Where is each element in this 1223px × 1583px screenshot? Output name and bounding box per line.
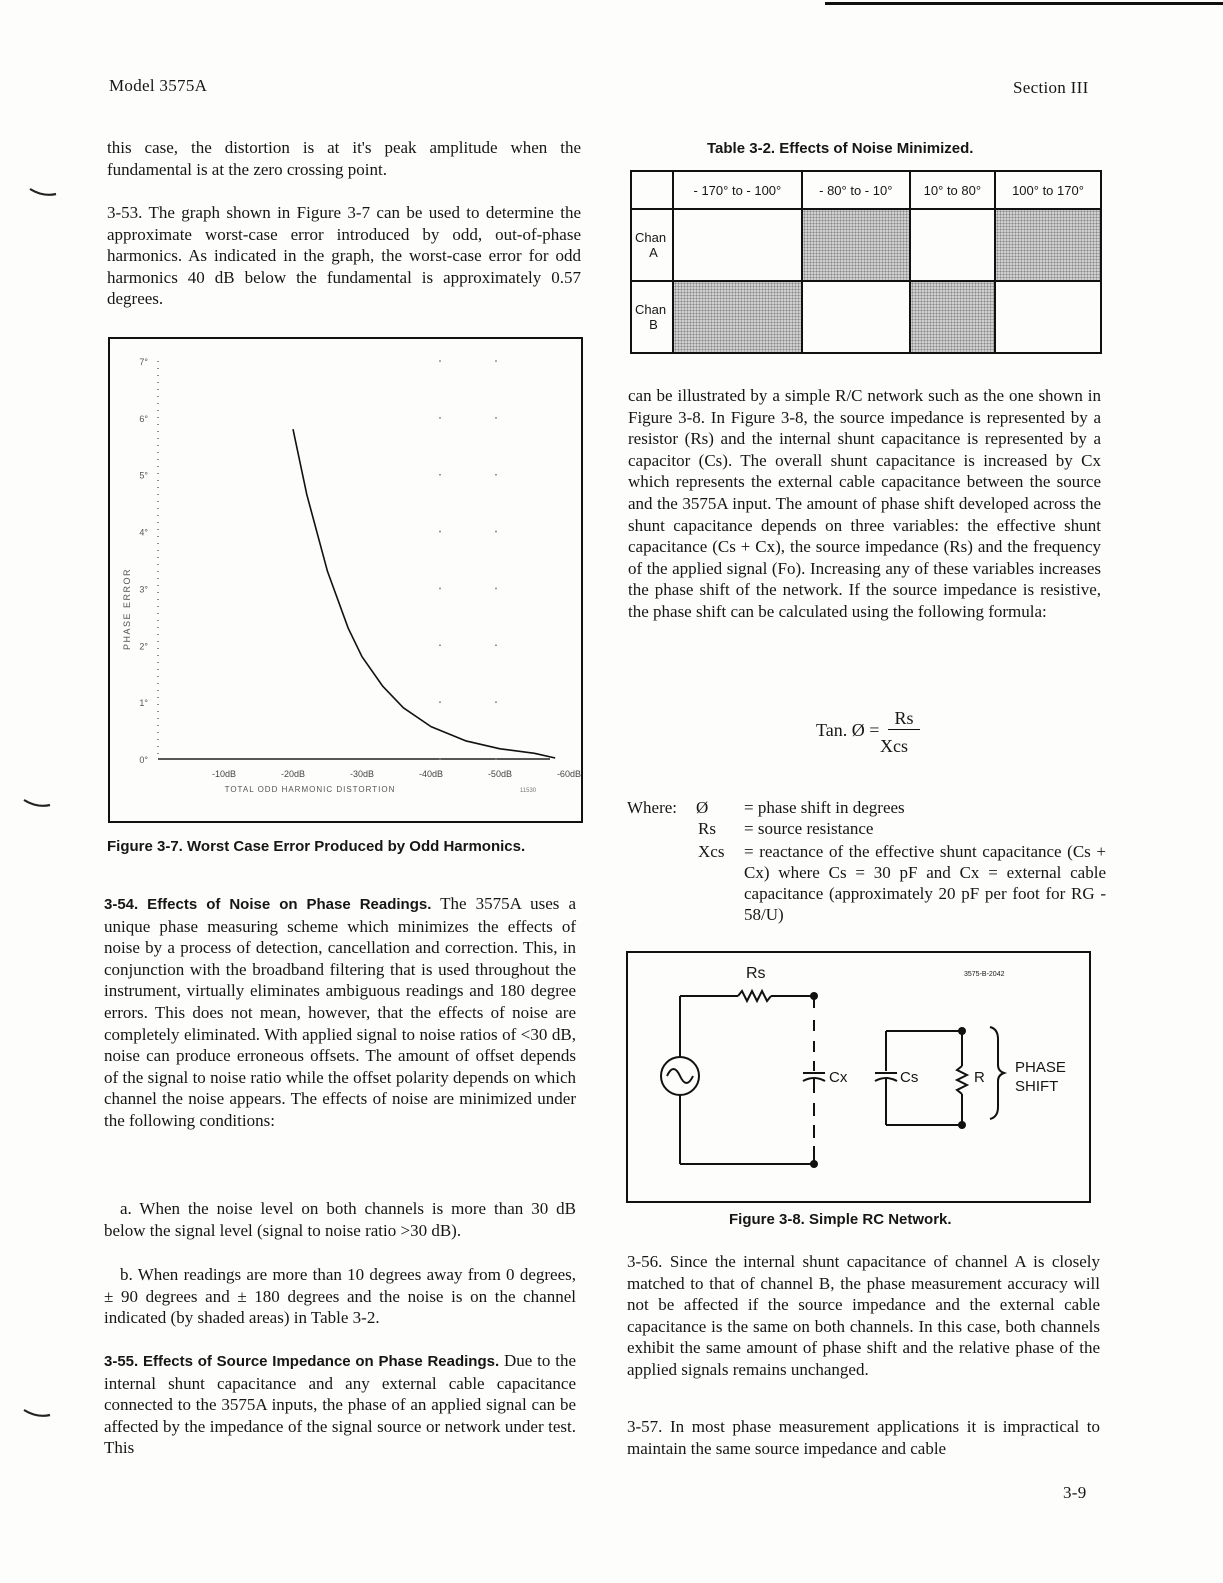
- row-label-chan-a: [631, 209, 673, 281]
- table-cell: [673, 281, 802, 353]
- table-header-1: - 170° to - 100°: [673, 171, 802, 209]
- x-tick-label: -30dB: [349, 769, 374, 779]
- table-row-chan-b: [631, 281, 1101, 353]
- y-axis-label: PHASE ERROR: [122, 567, 132, 651]
- table-3-2-caption: Table 3-2. Effects of Noise Minimized.: [707, 140, 974, 157]
- where-def-xcs: = reactance of the effective shunt capacitance (Cs + Cx) where Cs = 30 pF and Cx = external cable capacitance (approximately 20 pF per foot for RG - 58/U): [744, 842, 1106, 924]
- worst-case-error-chart: [110, 339, 581, 821]
- margin-mark: [22, 1407, 52, 1419]
- y-tick-label: 5°: [139, 470, 148, 481]
- row-label-line1: Chan: [635, 302, 667, 317]
- y-tick-label: 7°: [139, 357, 148, 367]
- rc-network-diagram: [628, 953, 1089, 1201]
- figure-3-7-caption: Figure 3-7. Worst Case Error Produced by Odd Harmonics.: [107, 838, 526, 855]
- grid-dot: [495, 644, 497, 646]
- where-label: Where:: [627, 798, 678, 817]
- paragraph-3-55: [104, 1350, 576, 1459]
- paragraph-3-54: [104, 893, 576, 1132]
- paragraph-3-53: 3-53. The graph shown in Figure 3-7 can be used to determine the approximate worst-case error introduced by odd, out-of-phase harmonics. As indicated in the graph, the worst-case error for odd harmonics 40 dB below the fundamental is approximately 0.57 degrees.: [107, 203, 581, 309]
- where-symbol-rs: Rs: [698, 819, 716, 838]
- paragraph-3-56: 3-56. Since the internal shunt capacitance of channel A is closely matched to that of channel B, the phase measurement accuracy will not be affected if the source impedance and the external cable capacitance is the same on both channels. In this case, both channels exhibit the same amount of phase shift and the relative phase of the applied signals remains unchanged.: [627, 1252, 1100, 1379]
- table-header-3: 10° to 80°: [910, 171, 995, 209]
- where-def-phi: = phase shift in degrees: [744, 798, 905, 817]
- paragraph-3-54-body: The 3575A uses a unique phase measuring scheme which minimizes the effects of noise by a process of detection, cancellation and correction. This, in conjunction with the broadband filtering that is used throughout the instrument, virtually eliminates ambiguous readings and 180 degree errors. This does not mean, however, that the effects of noise are completely eliminated. With applied signal to noise ratios of <30 dB, noise can produce erroneous offsets. The amount of offset depends of the signal to noise ratio while the offset polarity depends on which channel the noise appears. The effects of noise are minimized under the following conditions:: [104, 894, 576, 1130]
- y-tick-label: 3°: [139, 584, 148, 595]
- grid-dot: [439, 588, 441, 590]
- paragraph-3-55-body: Due to the internal shunt capacitance and any external cable capacitance connected to the 3575A inputs, the phase of an applied signal can be affected by the impedance of the signal source or network under test. This: [104, 1351, 577, 1458]
- row-label-line2: B: [649, 317, 658, 332]
- y-tick-label: 2°: [139, 641, 148, 652]
- series-line-worst-case-error: [293, 429, 535, 753]
- section-header: Section III: [1013, 78, 1089, 97]
- top-rule: [825, 2, 1223, 5]
- table-3-2: [630, 170, 1102, 354]
- paragraph-continuation: this case, the distortion is at it's peak amplitude when the fundamental is at the zero crossing point.: [107, 138, 581, 179]
- y-tick-label: 6°: [139, 413, 148, 424]
- heading-3-55: 3-55. Effects of Source Impedance on Phase Readings.: [104, 1353, 500, 1370]
- margin-mark: [22, 797, 52, 809]
- grid-dot: [495, 360, 497, 362]
- where-def-rs: = source resistance: [744, 819, 874, 838]
- grid-dot: [439, 701, 441, 703]
- heading-3-54: 3-54. Effects of Noise on Phase Readings.: [104, 896, 432, 913]
- table-cell: [673, 209, 802, 281]
- grid-dot: [439, 360, 441, 362]
- grid-dot: [495, 588, 497, 590]
- table-cell: [802, 281, 910, 353]
- x-tick-label: -60dB: [556, 769, 581, 779]
- grid-dot: [439, 644, 441, 646]
- figure-code: 3575-B-2042: [964, 971, 1005, 978]
- table-row-chan-a: [631, 209, 1101, 281]
- formula-denominator: Xcs: [880, 736, 908, 756]
- paragraph-continuation-right: can be illustrated by a simple R/C network such as the one shown in Figure 3-8. In Figure 3-8, the source impedance is represented by a resistor (Rs) and the internal shunt capacitance is represented by a capacitor (Cs). The overall shunt capacitance is increased by Cx which represents the external cable capacitance between the source and the 3575A input. The amount of phase shift developed across the shunt capacitance depends on three variables: the effective shunt capacitance (Cs + Cx), the source impedance (Rs) and the frequency of the applied signal (Fo). Increasing any of these variables increases the phase shift of the network. If the source impedance is resistive, the phase shift can be calculated using the following formula:: [628, 386, 1101, 621]
- x-axis-label: TOTAL ODD HARMONIC DISTORTION: [224, 785, 396, 794]
- figure-3-8-caption: Figure 3-8. Simple RC Network.: [729, 1211, 952, 1228]
- grid-dot: [495, 701, 497, 703]
- table-header-4: 100° to 170°: [995, 171, 1101, 209]
- where-symbol-phi: Ø: [696, 798, 709, 817]
- grid-dot: [439, 758, 441, 760]
- grid-dot: [495, 758, 497, 760]
- figure-3-7-frame: [108, 337, 583, 823]
- page-number: 3-9: [1063, 1483, 1087, 1502]
- formula-lhs: Tan. Ø =: [816, 720, 880, 740]
- table-cell: [995, 281, 1101, 353]
- grid-dot: [495, 531, 497, 533]
- where-symbol-xcs: Xcs: [698, 842, 725, 861]
- figure-code-label: 11530: [519, 788, 537, 794]
- grid-dot: [439, 531, 441, 533]
- table-cell: [910, 209, 995, 281]
- y-tick-label: 1°: [139, 698, 148, 709]
- condition-b: b. When readings are more than 10 degrees away from 0 degrees, ± 90 degrees and ± 180 degrees and the noise is on the channel indicated (by shaded areas) in Table 3-2.: [104, 1265, 576, 1328]
- margin-mark: [28, 186, 58, 198]
- y-tick-label: 4°: [139, 527, 148, 538]
- y-tick-label: 0°: [139, 755, 148, 765]
- x-tick-label: -40dB: [418, 769, 443, 779]
- x-tick-label: -50dB: [487, 769, 512, 779]
- grid-dot: [439, 417, 441, 419]
- table-cell: [910, 281, 995, 353]
- x-tick-label: -20dB: [280, 769, 306, 779]
- row-label-line2: A: [649, 245, 658, 260]
- grid-dot: [495, 474, 497, 476]
- row-label-chan-b: [631, 281, 673, 353]
- series-line-tail: [534, 753, 555, 758]
- row-label-line1: Chan: [635, 230, 667, 245]
- table-corner-cell: [631, 171, 673, 209]
- grid-dot: [439, 474, 441, 476]
- table-cell: [802, 209, 910, 281]
- model-header: Model 3575A: [109, 76, 208, 95]
- label-cs: Cs: [900, 1069, 919, 1086]
- label-phase: PHASE: [1015, 1059, 1066, 1076]
- formula-numerator: Rs: [888, 708, 920, 730]
- x-tick-label: -10dB: [211, 769, 237, 779]
- grid-dot: [495, 417, 497, 419]
- label-rs: Rs: [746, 965, 766, 982]
- paragraph-3-57: 3-57. In most phase measurement applications it is impractical to maintain the same source impedance and cable: [627, 1417, 1100, 1458]
- label-shift: SHIFT: [1015, 1078, 1059, 1095]
- table-cell: [995, 209, 1101, 281]
- label-r: R: [974, 1069, 985, 1086]
- table-header-2: - 80° to - 10°: [802, 171, 910, 209]
- figure-3-8-frame: [626, 951, 1091, 1203]
- condition-a: a. When the noise level on both channels is more than 30 dB below the signal level (signal to noise ratio >30 dB).: [104, 1199, 576, 1240]
- label-cx: Cx: [829, 1069, 848, 1086]
